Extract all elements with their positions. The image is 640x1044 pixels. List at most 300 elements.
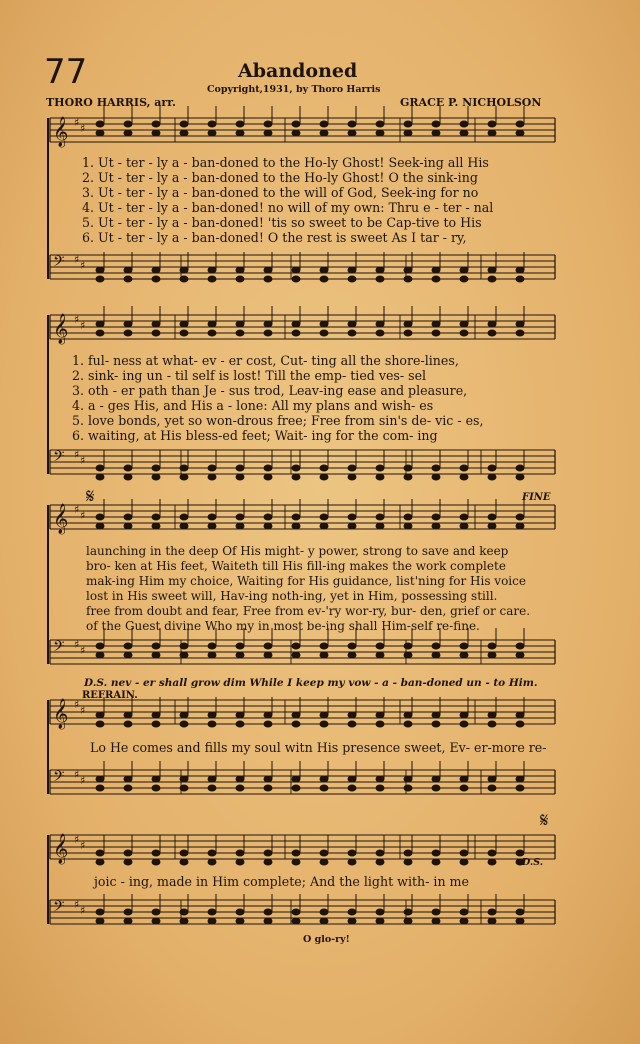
system2-lyrics	[72, 353, 484, 443]
bass-clef-icon: 𝄢	[53, 638, 65, 659]
note-head	[460, 474, 468, 480]
note-head	[180, 267, 188, 273]
note-head	[404, 121, 412, 127]
sharp-icon: ♯	[74, 448, 80, 461]
note-head	[208, 276, 216, 282]
note-head	[320, 474, 328, 480]
note-head	[376, 712, 384, 718]
note-head	[488, 523, 496, 529]
note-head	[460, 267, 468, 273]
note-head	[96, 121, 104, 127]
sharp-icon: ♯	[74, 313, 80, 326]
note-head	[124, 330, 132, 336]
note-head	[432, 712, 440, 718]
note-head	[264, 267, 272, 273]
refrain-line-2: joic - ing, made in Him complete; And the light with- in me	[94, 874, 469, 889]
note-head	[152, 330, 160, 336]
note-head	[264, 121, 272, 127]
note-head	[348, 909, 356, 915]
note-head	[404, 643, 412, 649]
note-head	[152, 918, 160, 924]
note-head	[320, 652, 328, 658]
fine-marker: FINE	[522, 492, 551, 503]
note-head	[488, 465, 496, 471]
note-head	[488, 721, 496, 727]
note-head	[292, 850, 300, 856]
note-head	[432, 918, 440, 924]
note-head	[152, 514, 160, 520]
arranger-credit: THORO HARRIS, arr.	[46, 96, 176, 109]
verse-line: 1. ful- ness at what- ev - er cost, Cut- ting all the shore-lines,	[72, 353, 459, 368]
verse-line: 2. Ut - ter - ly a - ban-doned to the Ho-ly Ghost! O the sink-ing	[82, 170, 478, 185]
note-head	[488, 909, 496, 915]
sharp-icon: ♯	[74, 638, 80, 651]
note-head	[376, 859, 384, 865]
note-head	[404, 330, 412, 336]
note-head	[404, 276, 412, 282]
verse-line: 6. waiting, at His bless-ed feet; Wait- ing for the com- ing	[72, 428, 438, 443]
note-head	[152, 785, 160, 791]
note-head	[236, 276, 244, 282]
note-head	[376, 276, 384, 282]
sharp-icon: ♯	[80, 704, 86, 717]
note-head	[180, 276, 188, 282]
sharp-icon: ♯	[80, 454, 86, 467]
note-head	[124, 652, 132, 658]
note-head	[96, 474, 104, 480]
note-head	[236, 918, 244, 924]
note-head	[376, 643, 384, 649]
note-head	[320, 276, 328, 282]
verse-line: 3. oth - er path than Je - sus trod, Leav-ing ease and pleasure,	[72, 383, 468, 398]
note-head	[264, 276, 272, 282]
note-head	[348, 514, 356, 520]
note-head	[460, 850, 468, 856]
note-head	[376, 918, 384, 924]
note-head	[152, 652, 160, 658]
note-head	[348, 785, 356, 791]
note-head	[488, 918, 496, 924]
note-head	[152, 465, 160, 471]
note-head	[348, 330, 356, 336]
note-head	[432, 321, 440, 327]
note-head	[348, 523, 356, 529]
note-head	[124, 465, 132, 471]
verse-line: free from doubt and fear, Free from ev-'ry wor-ry, bur- den, grief or care.	[86, 604, 531, 618]
note-head	[96, 712, 104, 718]
note-head	[292, 330, 300, 336]
note-head	[180, 785, 188, 791]
note-head	[208, 330, 216, 336]
note-head	[124, 712, 132, 718]
note-head	[292, 643, 300, 649]
verse-line: 6. Ut - ter - ly a - ban-doned! O the rest is sweet As I tar - ry,	[82, 230, 467, 245]
note-head	[376, 465, 384, 471]
note-head	[264, 721, 272, 727]
sharp-icon: ♯	[74, 768, 80, 781]
note-head	[404, 721, 412, 727]
note-head	[376, 474, 384, 480]
sharp-icon: ♯	[74, 698, 80, 711]
note-head	[488, 267, 496, 273]
note-head	[180, 652, 188, 658]
note-head	[432, 121, 440, 127]
note-head	[404, 474, 412, 480]
note-head	[96, 465, 104, 471]
note-head	[488, 652, 496, 658]
note-head	[376, 130, 384, 136]
bass-clef-icon: 𝄢	[53, 898, 65, 919]
ds-line: D.S. nev - er shall grow dim While I keep my vow - a - ban-doned un - to Him.	[84, 677, 538, 689]
note-head	[488, 474, 496, 480]
note-head	[208, 776, 216, 782]
note-head	[376, 721, 384, 727]
treble-clef-icon: 𝄞	[53, 699, 69, 729]
verse-line: 2. sink- ing un - til self is lost! Till the emp- tied ves- sel	[72, 368, 427, 383]
verse-line: 5. love bonds, yet so won-drous free; Free from sin's de- vic - es,	[72, 413, 484, 428]
note-head	[180, 514, 188, 520]
note-head	[208, 523, 216, 529]
note-head	[292, 321, 300, 327]
note-head	[208, 465, 216, 471]
refrain-line-1: Lo He comes and fills my soul witn His presence sweet, Ev- er-more re-	[90, 740, 547, 755]
note-head	[208, 850, 216, 856]
note-head	[96, 850, 104, 856]
note-head	[152, 859, 160, 865]
note-head	[264, 785, 272, 791]
note-head	[460, 465, 468, 471]
verse-line: 4. a - ges His, and His a - lone: All my plans and wish- es	[72, 398, 434, 413]
sharp-icon: ♯	[74, 253, 80, 266]
note-head	[236, 643, 244, 649]
verse-line: of the Guest divine Who my in most be-ing shall Him-self re-fine.	[86, 619, 480, 633]
note-head	[432, 850, 440, 856]
note-head	[460, 652, 468, 658]
note-head	[460, 330, 468, 336]
note-head	[152, 909, 160, 915]
note-head	[152, 523, 160, 529]
note-head	[488, 121, 496, 127]
note-head	[404, 785, 412, 791]
note-head	[292, 859, 300, 865]
note-head	[236, 721, 244, 727]
note-head	[460, 514, 468, 520]
note-head	[292, 276, 300, 282]
note-head	[236, 514, 244, 520]
note-head	[180, 712, 188, 718]
note-head	[208, 721, 216, 727]
note-head	[348, 121, 356, 127]
note-head	[96, 130, 104, 136]
note-head	[264, 330, 272, 336]
note-head	[124, 918, 132, 924]
note-head	[292, 130, 300, 136]
note-head	[376, 776, 384, 782]
note-head	[292, 712, 300, 718]
note-head	[320, 514, 328, 520]
note-head	[208, 267, 216, 273]
note-head	[152, 643, 160, 649]
note-head	[208, 643, 216, 649]
note-head	[404, 712, 412, 718]
verse-line: 5. Ut - ter - ly a - ban-doned! 'tis so sweet to be Cap-tive to His	[82, 215, 482, 230]
note-head	[292, 776, 300, 782]
note-head	[432, 652, 440, 658]
note-head	[152, 776, 160, 782]
note-head	[320, 643, 328, 649]
note-head	[460, 321, 468, 327]
note-head	[96, 776, 104, 782]
note-head	[124, 785, 132, 791]
note-head	[152, 121, 160, 127]
sharp-icon: ♯	[74, 116, 80, 129]
note-head	[264, 130, 272, 136]
note-head	[320, 523, 328, 529]
note-head	[152, 267, 160, 273]
note-head	[292, 909, 300, 915]
note-head	[376, 785, 384, 791]
note-head	[264, 652, 272, 658]
note-head	[348, 859, 356, 865]
note-head	[516, 785, 524, 791]
note-head	[320, 909, 328, 915]
note-head	[460, 909, 468, 915]
note-head	[264, 850, 272, 856]
note-head	[180, 643, 188, 649]
note-head	[516, 514, 524, 520]
sharp-icon: ♯	[80, 839, 86, 852]
note-head	[96, 652, 104, 658]
note-head	[320, 130, 328, 136]
note-head	[236, 465, 244, 471]
note-head	[432, 465, 440, 471]
note-head	[124, 776, 132, 782]
note-head	[96, 721, 104, 727]
note-head	[404, 859, 412, 865]
note-head	[488, 130, 496, 136]
note-head	[348, 776, 356, 782]
note-head	[180, 130, 188, 136]
note-head	[264, 859, 272, 865]
note-head	[96, 267, 104, 273]
note-head	[236, 785, 244, 791]
note-head	[516, 267, 524, 273]
note-head	[96, 523, 104, 529]
verse-line: mak-ing Him my choice, Waiting for His guidance, list'ning for His voice	[86, 574, 526, 588]
note-head	[264, 918, 272, 924]
note-head	[264, 523, 272, 529]
note-head	[376, 850, 384, 856]
note-head	[348, 918, 356, 924]
note-head	[152, 712, 160, 718]
note-head	[460, 785, 468, 791]
note-head	[432, 130, 440, 136]
note-head	[292, 721, 300, 727]
note-head	[348, 465, 356, 471]
note-head	[96, 330, 104, 336]
note-head	[348, 321, 356, 327]
note-head	[208, 474, 216, 480]
note-head	[208, 121, 216, 127]
note-head	[292, 465, 300, 471]
note-head	[516, 652, 524, 658]
note-head	[404, 918, 412, 924]
note-head	[292, 474, 300, 480]
note-head	[488, 785, 496, 791]
note-head	[208, 130, 216, 136]
note-head	[96, 276, 104, 282]
note-head	[236, 267, 244, 273]
note-head	[152, 321, 160, 327]
note-head	[236, 859, 244, 865]
note-head	[208, 918, 216, 924]
note-head	[264, 474, 272, 480]
note-head	[124, 267, 132, 273]
note-head	[404, 523, 412, 529]
copyright-notice: Copyright,1931, by Thoro Harris	[207, 84, 381, 95]
bass-clef-icon: 𝄢	[53, 448, 65, 469]
note-head	[488, 776, 496, 782]
note-head	[516, 130, 524, 136]
sharp-icon: ♯	[80, 122, 86, 135]
note-head	[320, 776, 328, 782]
note-head	[348, 130, 356, 136]
sharp-icon: ♯	[80, 509, 86, 522]
refrain-label: REFRAIN.	[82, 690, 138, 701]
note-head	[236, 652, 244, 658]
note-head	[516, 330, 524, 336]
note-head	[152, 721, 160, 727]
note-head	[208, 514, 216, 520]
note-head	[488, 514, 496, 520]
note-head	[152, 850, 160, 856]
note-head	[404, 909, 412, 915]
note-head	[124, 514, 132, 520]
sharp-icon: ♯	[80, 644, 86, 657]
note-head	[488, 321, 496, 327]
note-head	[96, 321, 104, 327]
note-head	[488, 712, 496, 718]
note-head	[460, 712, 468, 718]
note-head	[180, 465, 188, 471]
note-head	[460, 776, 468, 782]
note-head	[236, 130, 244, 136]
note-head	[432, 785, 440, 791]
note-head	[320, 330, 328, 336]
note-head	[292, 523, 300, 529]
note-head	[516, 523, 524, 529]
note-head	[488, 330, 496, 336]
treble-clef-icon: 𝄞	[53, 314, 69, 344]
note-head	[264, 909, 272, 915]
note-head	[124, 859, 132, 865]
note-head	[236, 474, 244, 480]
note-head	[208, 712, 216, 718]
note-head	[460, 276, 468, 282]
note-head	[432, 859, 440, 865]
note-head	[292, 267, 300, 273]
note-head	[180, 850, 188, 856]
note-head	[516, 909, 524, 915]
note-head	[376, 267, 384, 273]
note-head	[348, 643, 356, 649]
note-head	[96, 785, 104, 791]
system1-lyrics	[82, 155, 493, 245]
note-head	[236, 321, 244, 327]
note-head	[124, 276, 132, 282]
note-head	[516, 121, 524, 127]
note-head	[432, 276, 440, 282]
note-head	[404, 514, 412, 520]
note-head	[460, 523, 468, 529]
note-head	[152, 130, 160, 136]
note-head	[348, 721, 356, 727]
note-head	[320, 121, 328, 127]
note-head	[292, 514, 300, 520]
note-head	[180, 918, 188, 924]
sharp-icon: ♯	[80, 774, 86, 787]
note-head	[320, 721, 328, 727]
note-head	[376, 121, 384, 127]
note-head	[460, 643, 468, 649]
note-head	[264, 643, 272, 649]
note-head	[348, 712, 356, 718]
note-head	[376, 321, 384, 327]
note-head	[180, 330, 188, 336]
note-head	[516, 474, 524, 480]
note-head	[124, 474, 132, 480]
note-head	[292, 785, 300, 791]
note-head	[404, 465, 412, 471]
note-head	[180, 776, 188, 782]
note-head	[180, 523, 188, 529]
interjection-text: O glo-ry!	[303, 934, 350, 945]
bass-clef-icon: 𝄢	[53, 768, 65, 789]
note-head	[236, 850, 244, 856]
note-head	[404, 267, 412, 273]
treble-clef-icon: 𝄞	[53, 504, 69, 534]
bass-clef-icon: 𝄢	[53, 253, 65, 274]
note-head	[348, 474, 356, 480]
note-head	[292, 652, 300, 658]
note-head	[124, 643, 132, 649]
note-head	[236, 776, 244, 782]
treble-clef-icon: 𝄞	[53, 834, 69, 864]
note-head	[124, 721, 132, 727]
note-head	[236, 330, 244, 336]
note-head	[404, 776, 412, 782]
verse-line: 3. Ut - ter - ly a - ban-doned to the will of God, Seek-ing for no	[82, 185, 479, 200]
note-head	[460, 859, 468, 865]
note-head	[432, 909, 440, 915]
note-head	[264, 321, 272, 327]
note-head	[460, 130, 468, 136]
note-head	[292, 121, 300, 127]
sharp-icon: ♯	[74, 833, 80, 846]
sharp-icon: ♯	[80, 259, 86, 272]
verse-line: 4. Ut - ter - ly a - ban-doned! no will of my own: Thru e - ter - nal	[82, 200, 494, 215]
sharp-icon: ♯	[80, 319, 86, 332]
note-head	[404, 130, 412, 136]
note-head	[348, 850, 356, 856]
verse-line: bro- ken at His feet, Waiteth till His fill-ing makes the work complete	[86, 559, 506, 573]
note-head	[516, 776, 524, 782]
system3-lyrics	[86, 544, 530, 634]
note-head	[348, 652, 356, 658]
treble-clef-icon: 𝄞	[53, 117, 69, 147]
note-head	[320, 712, 328, 718]
note-head	[124, 850, 132, 856]
